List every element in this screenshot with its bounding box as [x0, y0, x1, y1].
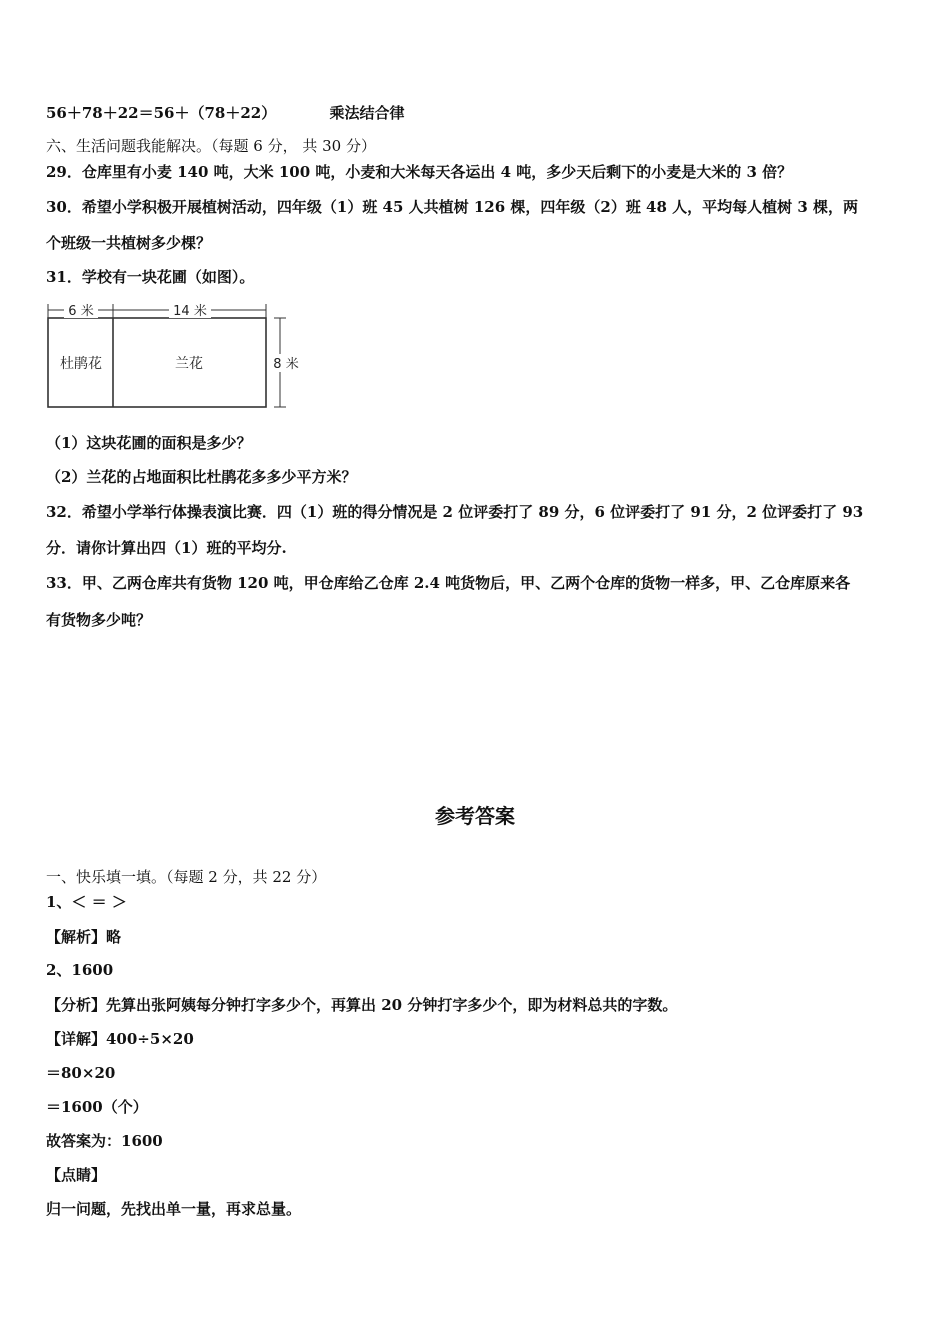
answer-2-analysis: 【分析】先算出张阿姨每分钟打字多少个，再算出 20 分钟打字多少个，即为材料总共的字数。 — [46, 996, 678, 1014]
answer-2-step2: ＝1600（个） — [46, 1098, 148, 1116]
azalea-label: 杜鹃花 — [60, 356, 102, 372]
question-32-line1: 32．希望小学举行体操表演比赛．四（1）班的得分情况是 2 位评委打了 89 分，6 位评委打了 91 分，2 位评委打了 93 — [46, 503, 864, 521]
equation-text: 56＋78＋22＝56＋（78＋22） — [46, 104, 277, 122]
question-31-part2: （2）兰花的占地面积比杜鹃花多多少平方米？ — [46, 468, 357, 486]
question-30-line1: 30．希望小学积极开展植树活动，四年级（1）班 45 人共植树 126 棵，四年级（2）班 48 人，平均每人植树 3 棵，两 — [46, 198, 859, 216]
height-label: 8 米 — [273, 357, 299, 372]
answers-section-1: 一、快乐填一填。（每题 2 分，共 22 分） — [46, 868, 327, 886]
answer-2-final: 故答案为：1600 — [46, 1132, 163, 1150]
law-text: 乘法结合律 — [329, 104, 405, 122]
question-33-line1: 33．甲、乙两仓库共有货物 120 吨，甲仓库给乙仓库 2.4 吨货物后，甲、乙两个仓库的货物一样多，甲、乙仓库原来各 — [46, 574, 851, 592]
answer-2-tip: 归一问题，先找出单一量，再求总量。 — [46, 1200, 302, 1218]
left-width-label: 6 米 — [68, 304, 94, 319]
question-29: 29．仓库里有小麦 140 吨，大米 100 吨，小麦和大米每天各运出 4 吨，多少天后剩下的小麦是大米的 3 倍？ — [46, 163, 793, 181]
equation-line — [46, 103, 910, 123]
right-width-label: 14 米 — [173, 304, 207, 319]
answer-2-tip-heading: 【点睛】 — [46, 1166, 107, 1184]
orchid-label: 兰花 — [175, 356, 203, 372]
question-32-line2: 分．请你计算出四（1）班的平均分. — [46, 539, 287, 557]
question-31: 31．学校有一块花圃（如图）。 — [46, 268, 255, 286]
answer-2-detail: 【详解】400÷5×20 — [46, 1030, 194, 1048]
answer-1: 1、＜ ＝ ＞ — [46, 893, 127, 911]
question-30-line2: 个班级一共植树多少棵？ — [46, 234, 212, 252]
garden-figure — [44, 298, 304, 413]
answer-2-step1: ＝80×20 — [46, 1064, 116, 1082]
answers-title: 参考答案 — [435, 804, 515, 828]
question-33-line2: 有货物多少吨？ — [46, 611, 152, 629]
section-6-heading: 六、生活问题我能解决。（每题 6 分， 共 30 分） — [46, 137, 376, 155]
answer-1-analysis: 【解析】略 — [46, 928, 122, 946]
question-31-part1: （1）这块花圃的面积是多少？ — [46, 434, 252, 452]
answer-2: 2、1600 — [46, 961, 114, 979]
